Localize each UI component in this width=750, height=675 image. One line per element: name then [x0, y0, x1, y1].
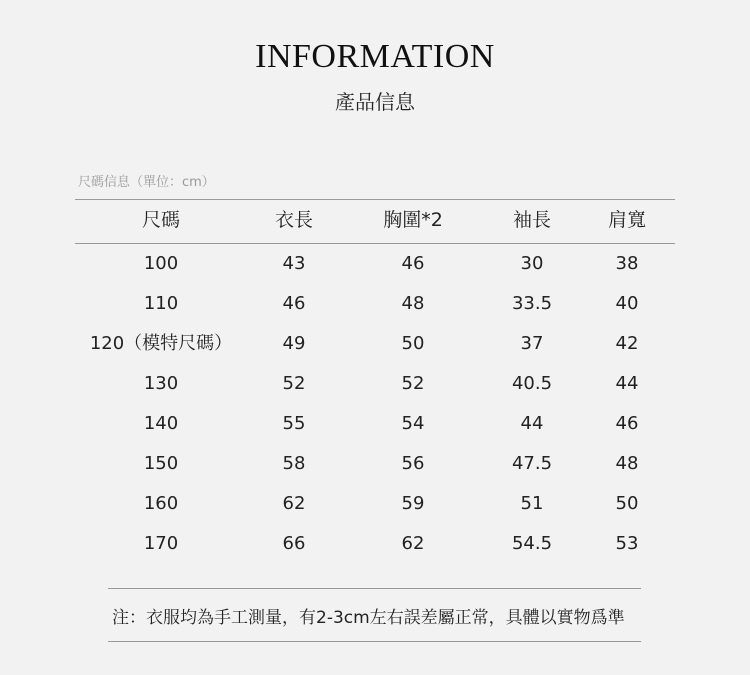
page-subtitle: 產品信息 [335, 90, 415, 114]
table-cell: 44 [615, 373, 639, 394]
table-cell: 46 [615, 413, 639, 434]
table-cell: 58 [282, 453, 306, 474]
table-cell: 49 [282, 333, 306, 354]
table-cell: 48 [401, 293, 425, 314]
table-cell: 48 [615, 453, 639, 474]
table-cell: 140 [143, 413, 179, 434]
table-cell: 120（模特尺碼） [89, 333, 233, 354]
table-cell: 47.5 [511, 453, 553, 474]
table-cell: 40.5 [511, 373, 553, 394]
table-cell: 160 [143, 493, 179, 514]
table-cell: 62 [401, 533, 425, 554]
table-cell: 54 [401, 413, 425, 434]
table-cell: 59 [401, 493, 425, 514]
table-cell: 170 [143, 533, 179, 554]
table-cell: 50 [615, 493, 639, 514]
column-header-shoulder: 肩寬 [607, 209, 647, 231]
table-cell: 46 [282, 293, 306, 314]
column-header-sleeve: 袖長 [512, 209, 552, 231]
table-cell: 66 [282, 533, 306, 554]
table-cell: 150 [143, 453, 179, 474]
table-cell: 54.5 [511, 533, 553, 554]
column-header-chest: 胸圍*2 [383, 209, 443, 231]
table-cell: 37 [520, 333, 544, 354]
table-cell: 100 [143, 253, 179, 274]
table-cell: 46 [401, 253, 425, 274]
table-cell: 44 [520, 413, 544, 434]
table-caption: 尺碼信息（單位：cm） [78, 175, 215, 190]
note-top-rule [108, 588, 641, 589]
table-cell: 51 [520, 493, 544, 514]
table-cell: 62 [282, 493, 306, 514]
table-cell: 55 [282, 413, 306, 434]
table-header-rule [75, 243, 675, 244]
table-cell: 38 [615, 253, 639, 274]
column-header-size: 尺碼 [141, 209, 181, 231]
column-header-length: 衣長 [274, 209, 314, 231]
table-cell: 33.5 [511, 293, 553, 314]
table-cell: 40 [615, 293, 639, 314]
table-cell: 50 [401, 333, 425, 354]
table-cell: 52 [282, 373, 306, 394]
measurement-note: 注：衣服均為手工測量，有2-3cm左右誤差屬正常，具體以實物爲準 [112, 608, 625, 628]
table-cell: 53 [615, 533, 639, 554]
table-cell: 42 [615, 333, 639, 354]
note-bottom-rule [108, 641, 641, 642]
table-top-rule [75, 199, 675, 200]
table-cell: 43 [282, 253, 306, 274]
table-cell: 56 [401, 453, 425, 474]
table-cell: 30 [520, 253, 544, 274]
table-cell: 52 [401, 373, 425, 394]
table-cell: 110 [143, 293, 179, 314]
table-cell: 130 [143, 373, 179, 394]
page-title: INFORMATION [255, 38, 495, 75]
